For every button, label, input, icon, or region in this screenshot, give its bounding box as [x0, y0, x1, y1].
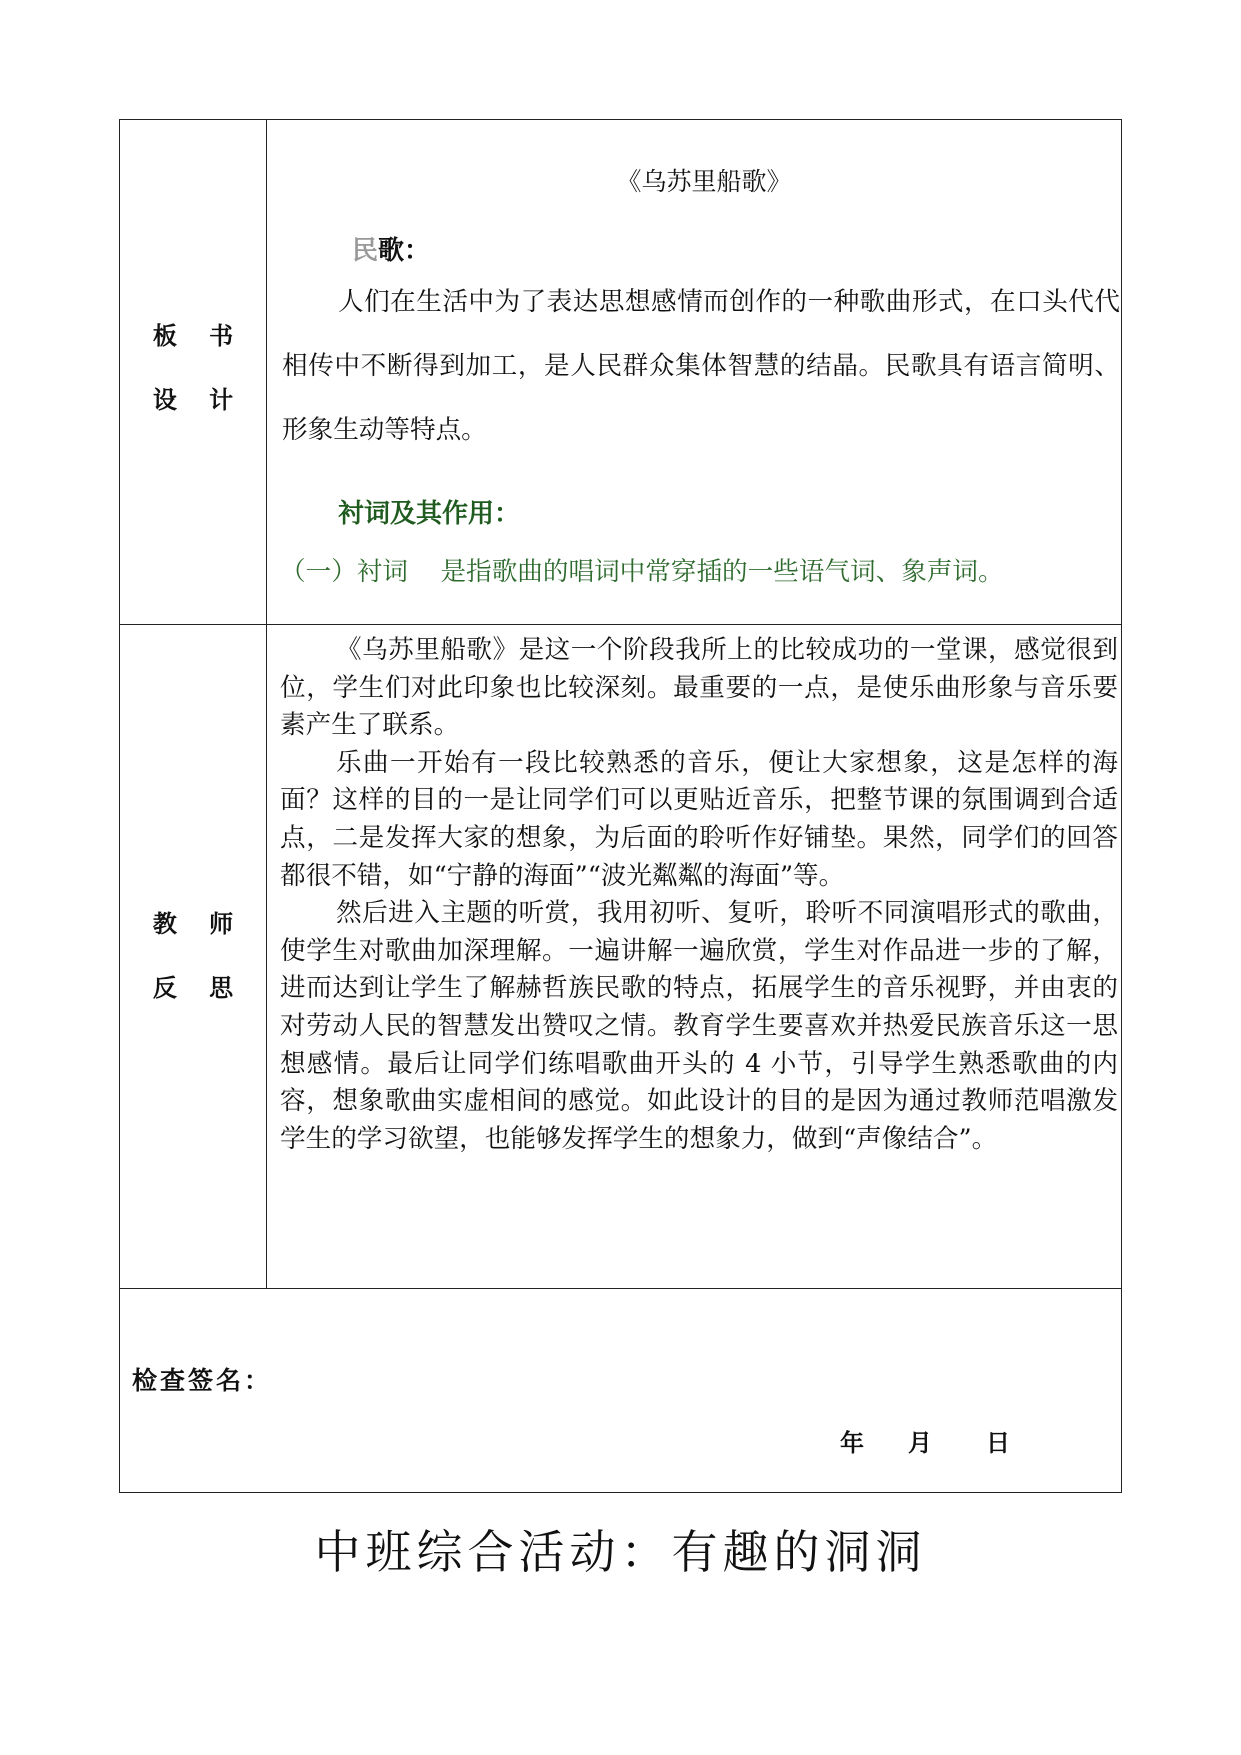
folk-song-definition: 人们在生活中为了表达思想感情而创作的一种歌曲形式，在口头代代相传中不断得到加工，是人民群众集体智慧的结晶。民歌具有语言简明、形象生动等特点。	[282, 287, 1120, 445]
check-signature-label: 检查签名：	[132, 1366, 273, 1395]
activity-headline: 中班综合活动：有趣的洞洞	[314, 1525, 927, 1579]
lining-words-definition: （一）衬词 是指歌曲的唱词中常穿插的一些语气词、象声词。	[280, 557, 1004, 587]
reflect-label-line1: 教 师	[152, 910, 246, 938]
label-column-divider	[266, 120, 267, 1288]
reflect-label-line2: 反 思	[152, 974, 246, 1002]
folk-head-rest: 歌：	[378, 236, 431, 266]
lining-words-heading: 衬词及其作用：	[338, 499, 521, 529]
board-label-line1: 板 书	[152, 322, 246, 350]
date-month: 月	[908, 1429, 932, 1457]
reflection-paragraph: 然后进入主题的听赏，我用初听、复听，聆听不同演唱形式的歌曲，使学生对歌曲加深理解。一遍讲解一遍欣赏，学生对作品进一步的了解，进而达到让学生了解赫哲族民歌的特点，拓展学生的音乐视野，并由衷的对劳动人民的智慧发出赞叹之情。教育学生要喜欢并热爱民族音乐这一思想感情。最后让同学们练唱歌曲开头的 4 小节，引导学生熟悉歌曲的内容，想象歌曲实虚相间的感觉。如此设计的目的是因为通过教师范唱激发学生的学习欲望，也能够发挥学生的想象力，做到“声像结合”。	[280, 898, 1118, 1154]
board-label-line2: 设 计	[152, 386, 246, 414]
folk-song-heading	[352, 230, 430, 267]
date-year: 年	[840, 1429, 864, 1457]
row-divider-1	[120, 624, 1121, 625]
lesson-table	[119, 119, 1122, 1493]
date-day: 日	[986, 1429, 1010, 1457]
reflection-paragraph: 《乌苏里船歌》是这一个阶段我所上的比较成功的一堂课，感觉很到位，学生们对此印象也比较深刻。最重要的一点，是使乐曲形象与音乐要素产生了联系。	[280, 635, 1118, 741]
reflection-paragraph: 乐曲一开始有一段比较熟悉的音乐，便让大家想象，这是怎样的海面？这样的目的一是让同学们可以更贴近音乐，把整节课的氛围调到合适点，二是发挥大家的想象，为后面的聆听作好铺垫。果然，同学们的回答都很不错，如“宁静的海面”“波光粼粼的海面”等。	[280, 747, 1118, 891]
board-design-label	[120, 304, 266, 432]
teacher-reflection-label	[120, 892, 266, 1020]
row-divider-2	[120, 1288, 1121, 1289]
song-title: 《乌苏里船歌》	[616, 167, 792, 196]
teacher-reflection-text	[280, 632, 1118, 1158]
folk-head-dim: 民	[352, 236, 379, 266]
